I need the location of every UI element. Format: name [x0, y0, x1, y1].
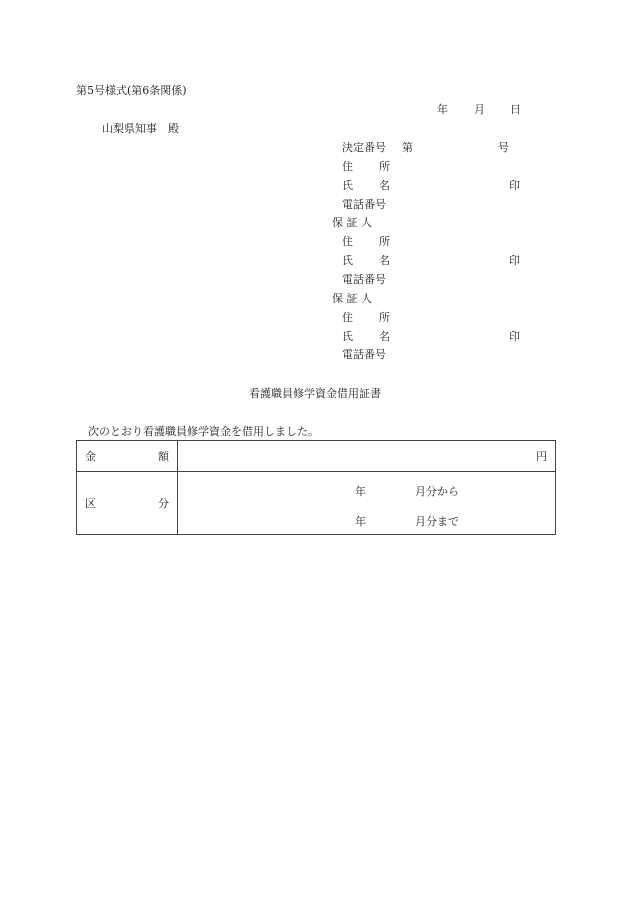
date-year: 年: [437, 103, 448, 116]
amount-label-b: 額: [158, 450, 169, 463]
guarantor-2-address-label-a: 住: [342, 311, 353, 324]
borrower-address-label-a: 住: [342, 160, 353, 173]
date-month: 月: [474, 103, 485, 116]
loan-details-table: [76, 440, 556, 535]
borrower-seal: 印: [509, 179, 520, 192]
period-from-year: 年: [355, 485, 366, 498]
document-title: 看護職員修学資金借用証書: [249, 387, 381, 400]
guarantor-1-name-label-b: 名: [379, 254, 390, 267]
amount-value-cell: [178, 441, 556, 472]
guarantor-1-heading: 保 証 人: [332, 216, 372, 229]
guarantor-1-seal: 印: [509, 254, 520, 267]
decision-number-prefix: 第: [402, 141, 413, 154]
amount-label-cell: [77, 441, 178, 472]
borrower-name-label-b: 名: [379, 179, 390, 192]
guarantor-2-address-label-b: 所: [379, 311, 390, 324]
period-value-cell: [178, 472, 556, 535]
period-label-a: 区: [85, 497, 96, 510]
statement-text: 次のとおり看護職員修学資金を借用しました。: [88, 425, 319, 438]
guarantor-1-phone-label: 電話番号: [342, 273, 386, 286]
guarantor-2-heading: 保 証 人: [332, 292, 372, 305]
period-to-year: 年: [355, 515, 366, 528]
guarantor-2-phone-label: 電話番号: [342, 348, 386, 361]
period-label-b: 分: [158, 497, 169, 510]
period-from-month: 月分から: [415, 485, 459, 498]
amount-row: [77, 441, 556, 472]
guarantor-1-name-label-a: 氏: [342, 254, 353, 267]
amount-label-a: 金: [85, 450, 96, 463]
guarantor-2-name-label-b: 名: [379, 330, 390, 343]
borrower-phone-label: 電話番号: [342, 198, 386, 211]
borrower-name-label-a: 氏: [342, 179, 353, 192]
guarantor-2-seal: 印: [509, 330, 520, 343]
decision-number-suffix: 号: [498, 141, 509, 154]
guarantor-2-name-label-a: 氏: [342, 330, 353, 343]
guarantor-1-address-label-a: 住: [342, 235, 353, 248]
period-to-month: 月分まで: [415, 515, 459, 528]
period-row: [77, 472, 556, 535]
period-label-cell: [77, 472, 178, 535]
form-number: 第5号様式(第6条関係): [76, 84, 187, 97]
borrower-address-label-b: 所: [379, 160, 390, 173]
decision-number-label: 決定番号: [342, 141, 386, 154]
addressee: 山梨県知事 殿: [102, 122, 179, 135]
amount-unit: 円: [536, 450, 547, 463]
date-day: 日: [510, 103, 521, 116]
guarantor-1-address-label-b: 所: [379, 235, 390, 248]
